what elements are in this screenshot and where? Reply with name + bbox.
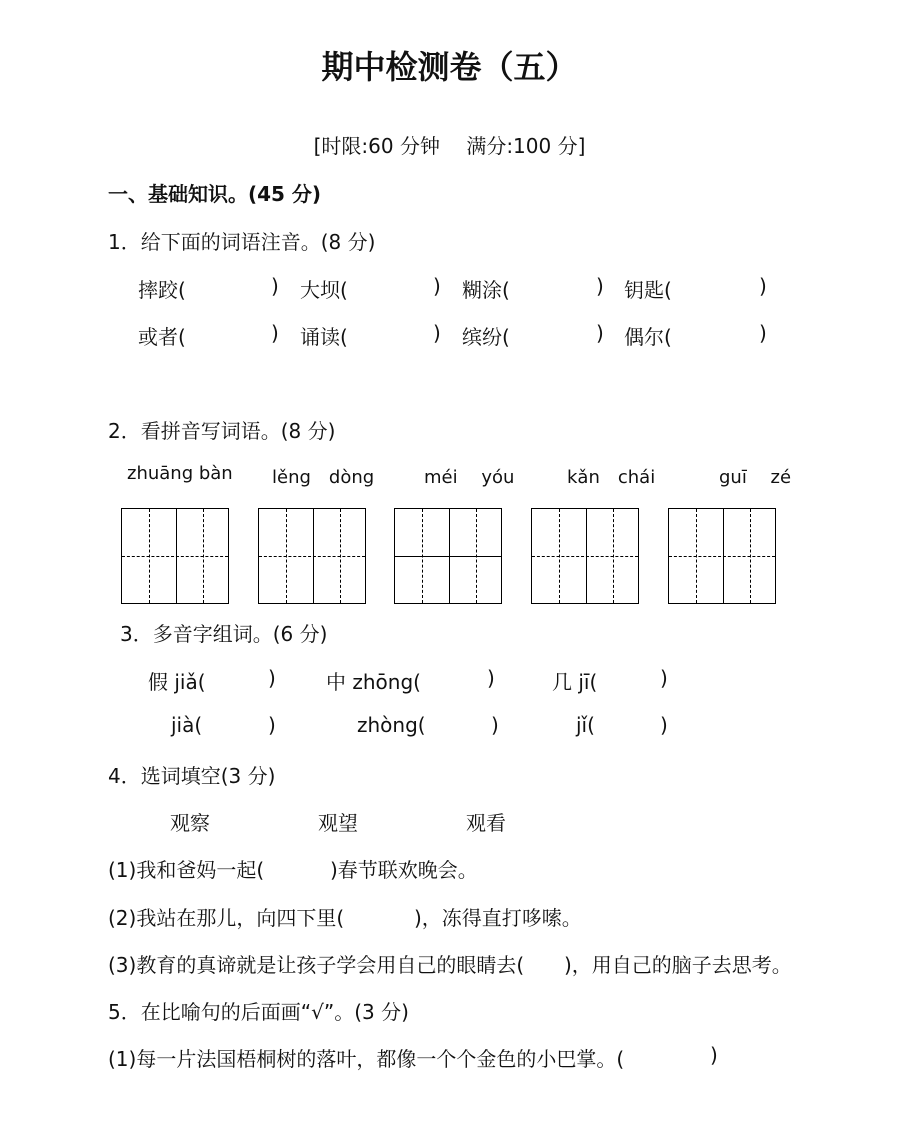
q4-item-text: (2)我站在那儿，向四下里( [108,906,345,930]
q1-word: 或者( [138,325,186,349]
section-heading-basics: 一、基础知识。(45 分) [108,182,322,206]
q1-answer-close: ) [759,274,767,298]
q4-prompt: 4．选词填空(3 分) [108,764,276,788]
q2-writing-grid[interactable] [668,508,776,604]
q4-item-text: (1)我和爸妈一起( [108,858,265,882]
q3-answer-close: ) [487,666,495,690]
q2-writing-grid[interactable] [258,508,366,604]
q2-writing-grid[interactable] [531,508,639,604]
q1-answer-close: ) [759,321,767,345]
q3-prompt: 3．多音字组词。(6 分) [120,622,328,646]
q2-prompt: 2．看拼音写词语。(8 分) [108,419,336,443]
q4-item-text: (3)教育的真谛就是让孩子学会用自己的眼睛去( [108,953,525,977]
page-title: 期中检测卷（五） [321,48,578,86]
q4-item-text: )，冻得直打哆嗦。 [414,906,582,930]
q2-writing-grid[interactable] [121,508,229,604]
q3-answer-close: ) [268,666,276,690]
q3-answer-close: ) [268,713,276,737]
q2-pinyin: kǎn chái [567,467,656,488]
q2-pinyin: guī zé [719,467,792,488]
q3-answer-close: ) [660,713,668,737]
q4-item-text: )春节联欢晚会。 [330,858,478,882]
q1-answer-close: ) [271,274,279,298]
q3-answer-close: ) [660,666,668,690]
q1-word: 缤纷( [462,325,510,349]
q4-word-option: 观看 [466,811,506,835]
q1-word: 大坝( [300,278,348,302]
q1-word: 糊涂( [462,278,510,302]
q4-word-option: 观望 [318,811,358,835]
q4-word-option: 观察 [170,811,210,835]
time-score-info: [时限:60 分钟 满分:100 分] [313,134,586,158]
q3-word: 假 jiǎ( [148,670,206,694]
q1-answer-close: ) [596,274,604,298]
q3-word: jià( [171,713,203,737]
q2-writing-grid[interactable] [394,508,502,604]
q1-prompt: 1．给下面的词语注音。(8 分) [108,230,376,254]
q1-answer-close: ) [271,321,279,345]
q1-word: 摔跤( [138,278,186,302]
q3-word: zhòng( [357,713,426,737]
q1-answer-close: ) [596,321,604,345]
q1-word: 偶尔( [624,325,672,349]
q1-answer-close: ) [433,321,441,345]
q2-pinyin: lěng dòng [272,467,375,488]
q1-word: 钥匙( [624,278,672,302]
q3-word: 中 zhōng( [326,670,421,694]
q2-pinyin: zhuāng bàn [127,463,233,484]
q1-word: 诵读( [300,325,348,349]
q5-prompt: 5．在比喻句的后面画“√”。(3 分) [108,1000,409,1024]
q1-answer-close: ) [433,274,441,298]
q5-item-text: ) [710,1043,718,1067]
q4-item-text: )，用自己的脑子去思考。 [564,953,792,977]
q3-answer-close: ) [491,713,499,737]
q3-word: jǐ( [576,713,595,737]
q5-item-text: (1)每一片法国梧桐树的落叶，都像一个个金色的小巴掌。( [108,1047,625,1071]
q2-pinyin: méi yóu [424,467,515,488]
q3-word: 几 jī( [552,670,598,694]
